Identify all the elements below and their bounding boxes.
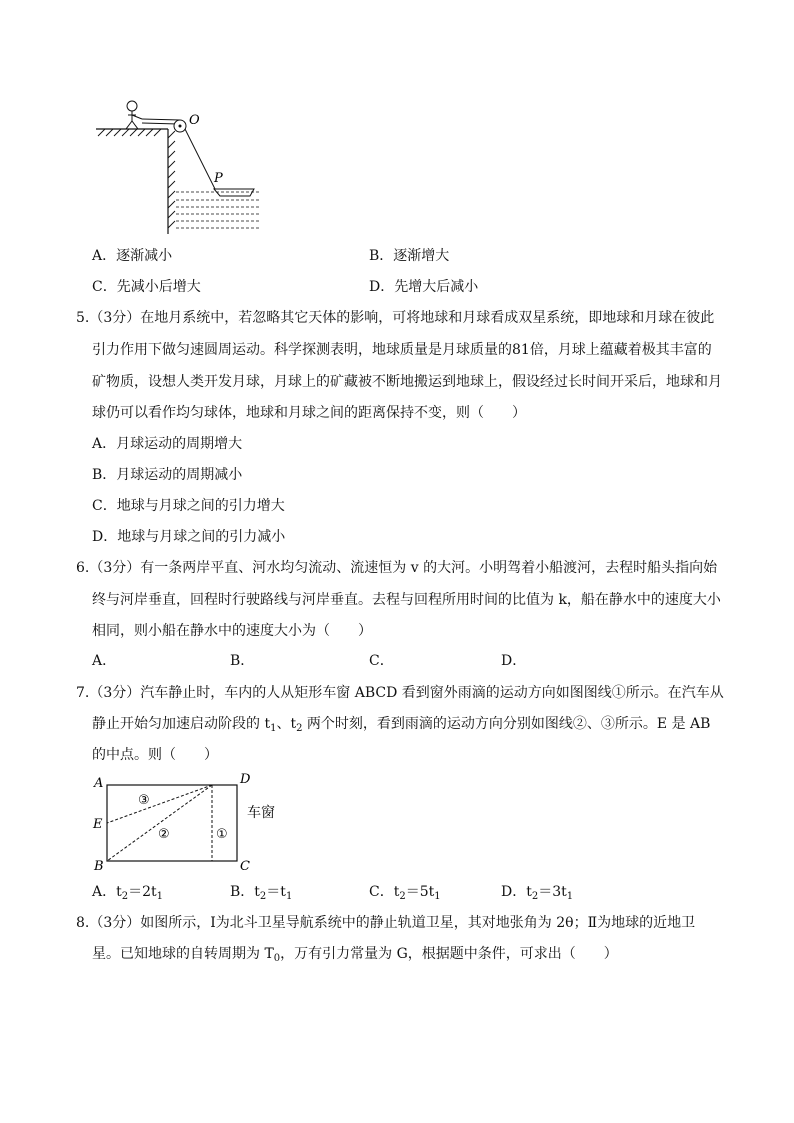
q5-stem-line-4: 球仍可以看作均匀球体，地球和月球之间的距离保持不变，则（ ） bbox=[92, 405, 526, 421]
cliff-pulley-boat-figure bbox=[92, 96, 272, 238]
q8-stem-line-1: 8.（3分）如图所示，Ⅰ为北斗卫星导航系统中的静止轨道卫星，其对地张角为 2θ；Ⅱ为地球的近地卫 bbox=[76, 915, 696, 931]
q6-option-d: D． bbox=[501, 653, 527, 669]
vertex-e: E bbox=[93, 817, 103, 832]
q6-stem-line-3: 相同，则小船在静水中的速度大小为（ ） bbox=[92, 623, 372, 639]
q5-option-b: B．月球运动的周期减小 bbox=[92, 467, 243, 483]
q4-option-a: A．逐渐减小 bbox=[92, 248, 173, 264]
q7-option-a: A．$t_2=2t_1$ bbox=[92, 884, 164, 902]
vertex-b: B bbox=[94, 859, 104, 874]
vertex-a: A bbox=[94, 776, 104, 791]
vertex-d: D bbox=[240, 772, 251, 787]
boat bbox=[214, 189, 254, 196]
q6-option-a: A． bbox=[92, 653, 117, 669]
q6-option-c: C． bbox=[369, 653, 394, 669]
q5-stem-line-2: 引力作用下做匀速圆周运动。科学探测表明，地球质量是月球质量的81倍，月球上蕴藏着极其丰富的 bbox=[92, 342, 712, 358]
q5-option-a: A．月球运动的周期增大 bbox=[92, 436, 243, 452]
label-p: P bbox=[214, 171, 223, 186]
q4-option-d: D．先增大后减小 bbox=[369, 279, 479, 295]
window-rectangle bbox=[107, 785, 237, 861]
window-label: 车窗 bbox=[247, 805, 275, 821]
q7-option-b: B．$t_2=t_1$ bbox=[230, 884, 293, 902]
label-o: O bbox=[189, 113, 200, 128]
q6-option-b: B． bbox=[230, 653, 255, 669]
q4-option-c: C．先减小后增大 bbox=[92, 279, 201, 295]
q7-stem-line-1: 7.（3分）汽车静止时，车内的人从矩形车窗 ABCD 看到窗外雨滴的运动方向如图图线①所示。在汽车从 bbox=[76, 685, 724, 701]
q7-option-c: C．$t_2=5t_1$ bbox=[369, 884, 441, 902]
vertex-c: C bbox=[240, 859, 250, 874]
q7-stem-line-2: 静止开始匀加速启动阶段的 $t_1$、$t_2$ 两个时刻，看到雨滴的运动方向分别如图线②、③所示。E 是 AB bbox=[92, 716, 711, 734]
q8-stem-line-2: 星。已知地球的自转周期为 $T_0$，万有引力常量为 G，根据题中条件，可求出（ ） bbox=[92, 946, 618, 964]
line-label-2: ② bbox=[158, 827, 170, 842]
car-window-figure bbox=[90, 770, 300, 875]
q5-stem-line-1: 5.（3分）在地月系统中，若忽略其它天体的影响，可将地球和月球看成双星系统，即地球和月球在彼此 bbox=[76, 310, 715, 326]
q6-stem-line-1: 6.（3分）有一条两岸平直、河水均匀流动、流速恒为 v 的大河。小明驾着小船渡河，去程时船头指向始 bbox=[76, 560, 718, 576]
q7-option-d: D．$t_2=3t_1$ bbox=[501, 884, 574, 902]
line-label-1: ① bbox=[216, 827, 228, 842]
person-figure bbox=[126, 101, 142, 129]
q6-stem-line-2: 终与河岸垂直，回程时行驶路线与河岸垂直。去程与回程所用时间的比值为 k，船在静水中的速度大小 bbox=[92, 592, 721, 608]
q4-option-b: B．逐渐增大 bbox=[369, 248, 450, 264]
q5-option-d: D．地球与月球之间的引力减小 bbox=[92, 529, 286, 545]
q7-stem-line-3: 的中点。则（ ） bbox=[92, 747, 218, 763]
q5-stem-line-3: 矿物质，设想人类开发月球，月球上的矿藏被不断地搬运到地球上，假设经过长时间开采后，地球和月 bbox=[92, 374, 722, 390]
q5-option-c: C．地球与月球之间的引力增大 bbox=[92, 498, 285, 514]
line-label-3: ③ bbox=[138, 793, 150, 808]
